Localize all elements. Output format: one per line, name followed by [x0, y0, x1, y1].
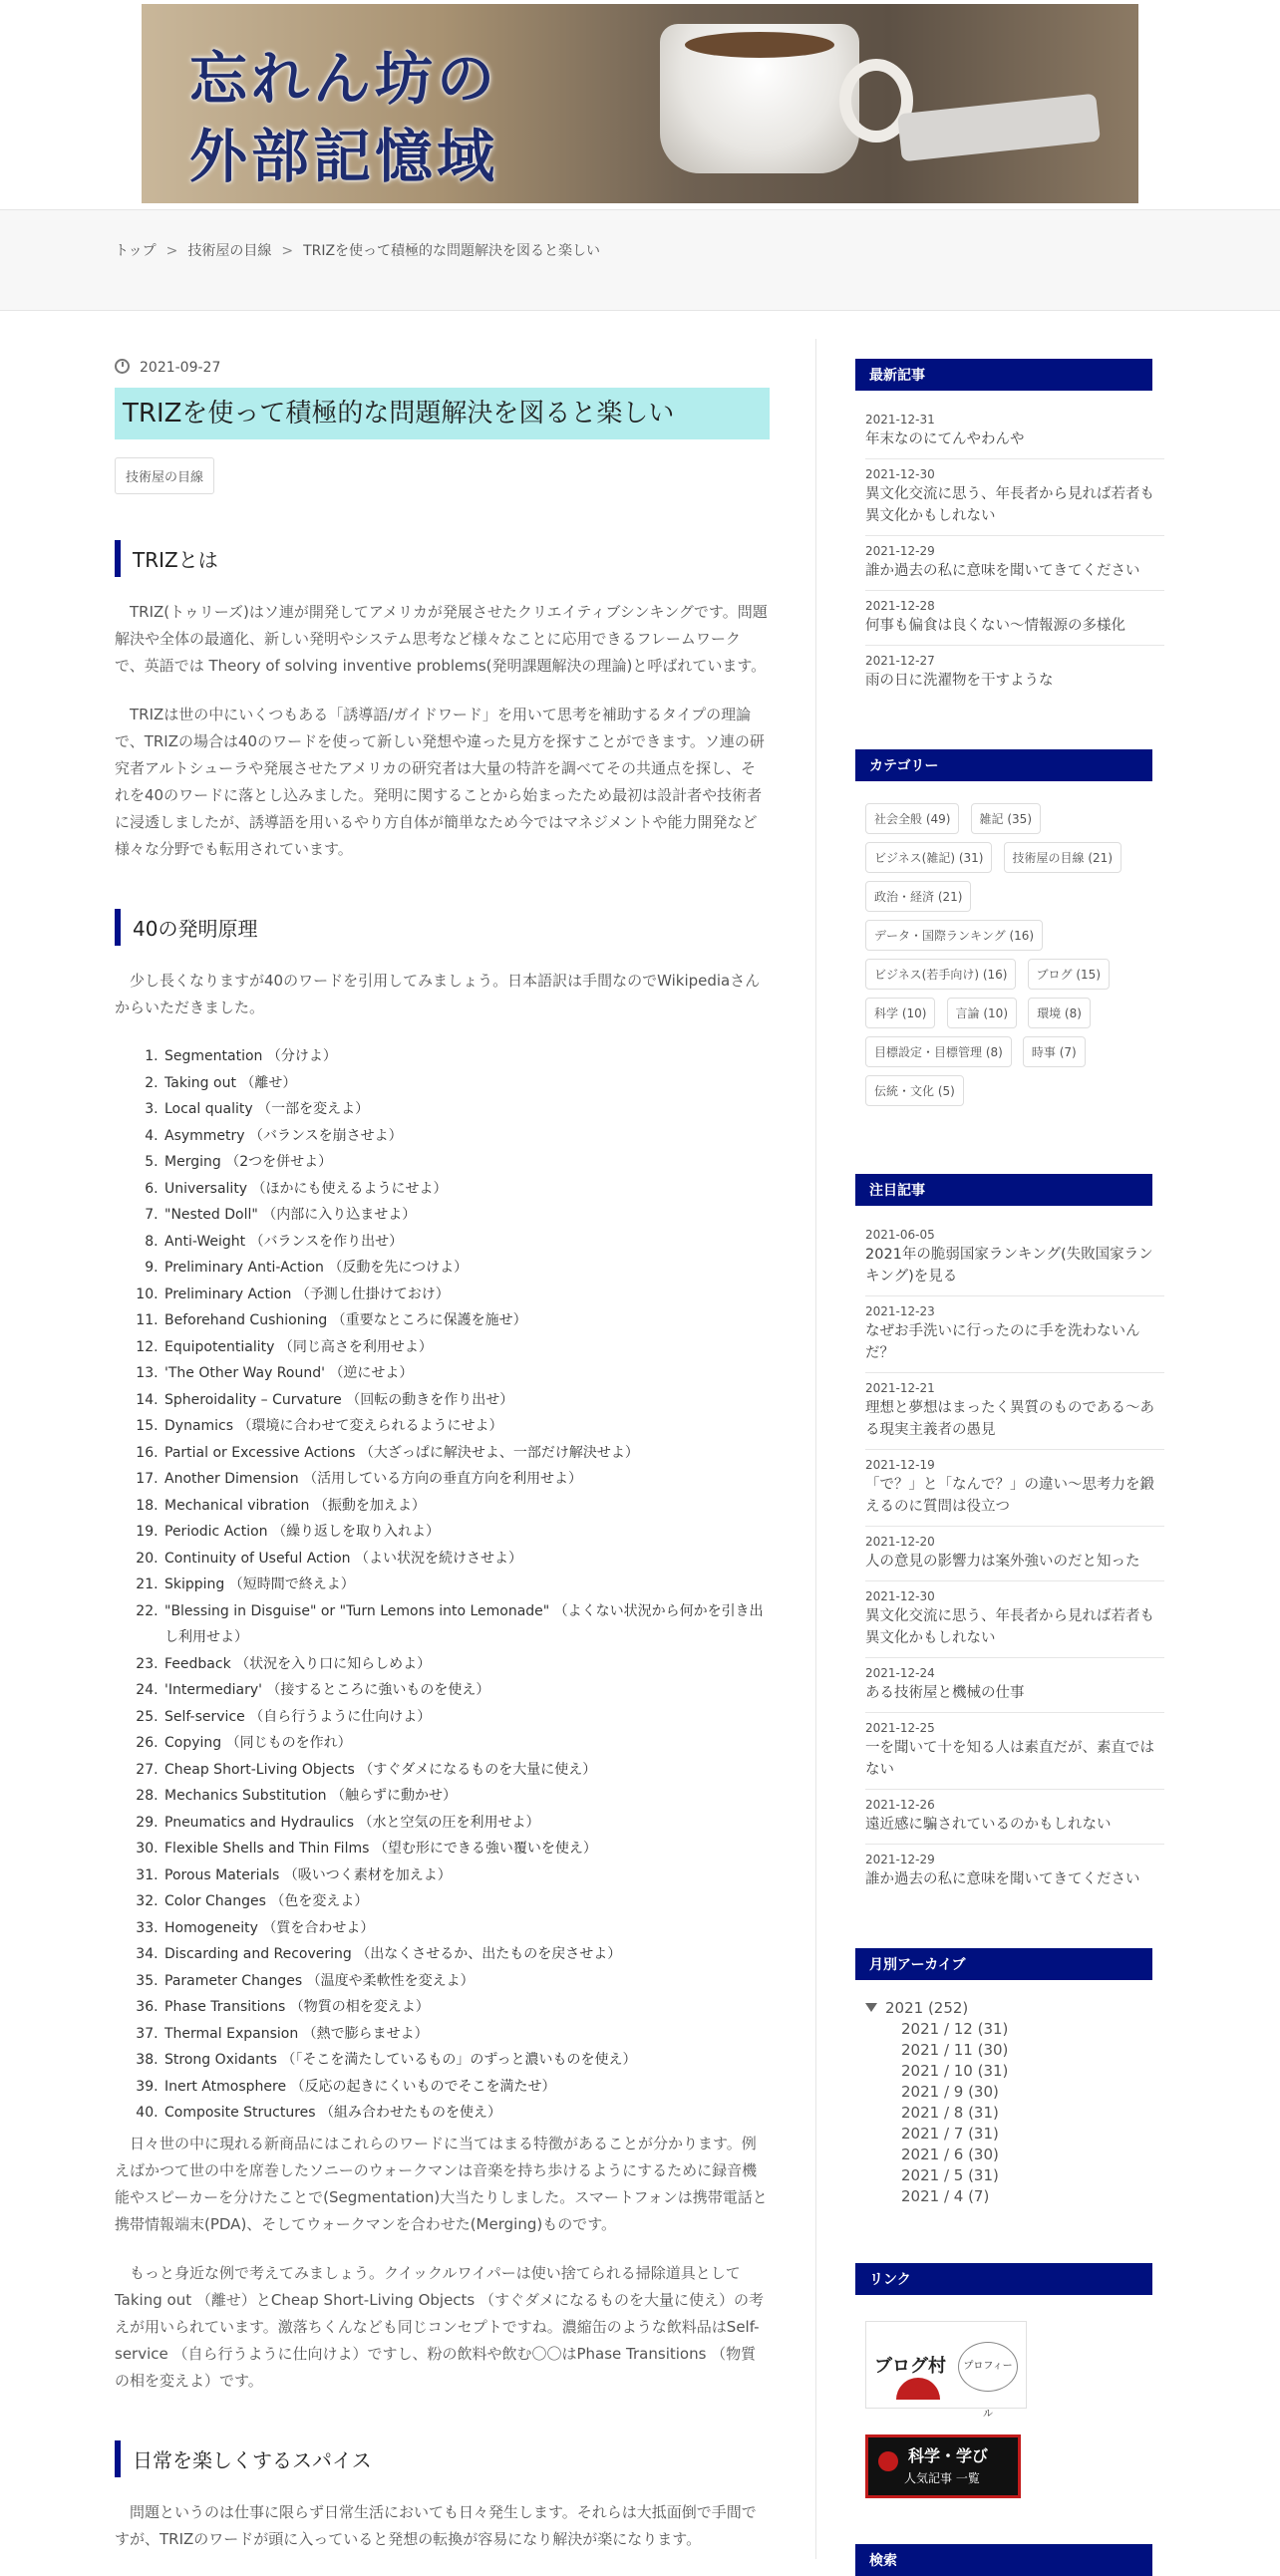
list-item: 12. Equipotentiality （同じ高さを利用せよ）	[162, 1334, 770, 1361]
list-item: 26. Copying （同じものを作れ）	[162, 1730, 770, 1757]
article-link[interactable]: 遠近感に騙されているのかもしれない	[865, 1817, 1112, 1833]
category-tag[interactable]: 言論 (10)	[947, 998, 1017, 1028]
breadcrumb-separator: >	[165, 243, 178, 259]
article-date: 2021-06-05	[865, 1228, 935, 1242]
section-heading-triz: TRIZとは	[115, 540, 770, 577]
article-link[interactable]: 理想と夢想はまったく異質のものである〜ある現実主義者の愚見	[865, 1400, 1154, 1438]
list-item[interactable]	[865, 405, 1164, 459]
article-link[interactable]: 年末なのにてんやわんや	[865, 431, 1025, 447]
list-item: 14. Spheroidality – Curvature （回転の動きを作り出せ）	[162, 1387, 770, 1414]
sun-icon	[896, 2378, 940, 2400]
science-banner-line2: 人気記事 一覧	[904, 2471, 980, 2485]
list-item: 20. Continuity of Useful Action （よい状況を続けさせよ）	[162, 1546, 770, 1573]
site-title-line2: 外部記憶域	[189, 123, 499, 190]
article-date: 2021-12-20	[865, 1535, 935, 1549]
list-item: 39. Inert Atmosphere （反応の起きにくいものでそこを満たせ）	[162, 2074, 770, 2101]
paragraph: 少し長くなりますが40のワードを引用してみましょう。日本語訳は手間なのでWikipediaさんからいただきました。	[115, 972, 761, 1016]
article-date: 2021-12-28	[865, 599, 935, 613]
category-list	[865, 803, 1164, 1114]
list-item[interactable]	[865, 646, 1164, 700]
list-item[interactable]	[865, 1713, 1164, 1790]
list-item: 24. 'Intermediary' （接するところに強いものを使え）	[162, 1677, 770, 1704]
coffee-surface-image	[685, 32, 834, 58]
article-link[interactable]: 誰か過去の私に意味を聞いてきてください	[865, 563, 1140, 579]
list-item: 33. Homogeneity （質を合わせよ）	[162, 1915, 770, 1942]
science-ranking-banner[interactable]	[865, 2434, 1021, 2498]
category-tag[interactable]: 時事 (7)	[1023, 1036, 1086, 1067]
breadcrumb-separator: >	[281, 243, 294, 259]
list-item: 16. Partial or Excessive Actions （大ざっぱに解決せよ、一部だけ解決せよ）	[162, 1440, 770, 1467]
science-banner-line1: 科学・学び	[908, 2446, 989, 2465]
blogmura-label: ブログ村	[874, 2356, 946, 2377]
rose-icon	[878, 2451, 898, 2471]
list-item: 27. Cheap Short-Living Objects （すぐダメになるものを大量に使え）	[162, 1757, 770, 1784]
list-item: 36. Phase Transitions （物質の相を変えよ）	[162, 1994, 770, 2021]
category-tag[interactable]: ビジネス(雑記) (31)	[865, 842, 992, 873]
list-item[interactable]	[865, 1658, 1164, 1713]
list-item: 5. Merging （2つを併せよ）	[162, 1149, 770, 1176]
archive-month-link[interactable]: 2021 / 5 (31)	[901, 2166, 999, 2184]
list-item: 13. 'The Other Way Round' （逆にせよ）	[162, 1360, 770, 1387]
site-title[interactable]	[189, 40, 498, 195]
article-link[interactable]: 雨の日に洗濯物を干すような	[865, 673, 1054, 689]
list-item: 11. Beforehand Cushioning （重要なところに保護を施せ）	[162, 1307, 770, 1334]
article-link[interactable]: 人の意見の影響力は案外強いのだと知った	[865, 1554, 1140, 1570]
post-date	[115, 359, 770, 376]
list-item: 15. Dynamics （環境に合わせて変えられるようにせよ）	[162, 1413, 770, 1440]
article-date: 2021-12-31	[865, 413, 935, 427]
article	[115, 359, 770, 2553]
site-header	[0, 0, 1280, 209]
article-date: 2021-12-29	[865, 1853, 935, 1866]
article-date: 2021-12-30	[865, 467, 935, 481]
archive-month-link[interactable]: 2021 / 4 (7)	[901, 2187, 990, 2205]
article-date: 2021-12-26	[865, 1798, 935, 1812]
archive-month-link[interactable]: 2021 / 7 (31)	[901, 2125, 999, 2143]
article-date: 2021-12-29	[865, 544, 935, 558]
list-item: 35. Parameter Changes （温度や柔軟性を変えよ）	[162, 1968, 770, 1995]
article-date: 2021-12-19	[865, 1458, 935, 1472]
post-date-text: 2021-09-27	[140, 360, 221, 376]
site-title-line1: 忘れん坊の	[189, 45, 499, 113]
list-item: 22. "Blessing in Disguise" or "Turn Lemons into Lemonade" （よくない状況から何かを引き出し利用せよ）	[162, 1598, 770, 1651]
list-item[interactable]	[865, 536, 1164, 591]
category-tag[interactable]: 目標設定・目標管理 (8)	[865, 1036, 1012, 1067]
section-heading-spice: 日常を楽しくするスパイス	[115, 2440, 770, 2477]
list-item: 8. Anti-Weight （バランスを作り出せ）	[162, 1229, 770, 1256]
principles-list	[115, 1043, 770, 2127]
list-item: 10. Preliminary Action （予測し仕掛けておけ）	[162, 1282, 770, 1308]
featured-heading: 注目記事	[855, 1174, 1152, 1206]
list-item: 25. Self-service （自ら行うように仕向けよ）	[162, 1704, 770, 1731]
list-item: 28. Mechanics Substitution （触らずに動かせ）	[162, 1783, 770, 1810]
list-item[interactable]	[865, 1527, 1164, 1581]
category-tag[interactable]: 技術屋の目線 (21)	[1004, 842, 1121, 873]
list-item: 19. Periodic Action （繰り返しを取り入れよ）	[162, 1519, 770, 1546]
breadcrumb	[0, 209, 1280, 311]
article-link[interactable]: 2021年の脆弱国家ランキング(失敗国家ランキング)を見る	[865, 1247, 1153, 1285]
category-tag[interactable]: ビジネス(若手向け) (16)	[865, 959, 1016, 990]
article-link[interactable]: 異文化交流に思う、年長者から見れば若者も異文化かもしれない	[865, 486, 1154, 524]
sidebar	[815, 359, 1166, 2576]
list-item[interactable]	[865, 1220, 1164, 1296]
archive-month-link[interactable]: 2021 / 8 (31)	[901, 2104, 999, 2122]
category-tag[interactable]: 環境 (8)	[1028, 998, 1091, 1028]
list-item: 18. Mechanical vibration （振動を加えよ）	[162, 1493, 770, 1520]
article-date: 2021-12-25	[865, 1721, 935, 1735]
archive-month-link[interactable]: 2021 / 11 (30)	[901, 2041, 1009, 2059]
list-item[interactable]	[865, 1450, 1164, 1527]
article-date: 2021-12-21	[865, 1381, 935, 1395]
list-item: 23. Feedback （状況を入り口に知らしめよ）	[162, 1651, 770, 1678]
clock-icon	[115, 359, 130, 374]
list-item[interactable]	[865, 459, 1164, 536]
list-item: 9. Preliminary Anti-Action （反動を先につけよ）	[162, 1255, 770, 1282]
list-item[interactable]	[865, 1845, 1164, 1898]
archive-month-link[interactable]: 2021 / 6 (30)	[901, 2146, 999, 2163]
paragraph: 問題というのは仕事に限らず日常生活においても日々発生します。それらは大抵面倒で手間ですが、TRIZのワードが頭に入っていると発想の転換が容易になり解決が楽になります。	[115, 2502, 757, 2548]
paragraph: もっと身近な例で考えてみましょう。クイックルワイパーは使い捨てられる掃除道具としてTaking out （離せ）とCheap Short-Living Objects （すぐダメになるものを大量に使え）の考えが用いられています。激落ちくんなども同じコンセプトですね。濃縮缶のような飲料品はSelf-service （自ら行うように仕向けよ）ですし、粉の飲料や飲む〇〇はPhase Transitions （物質の相を変えよ）です。	[115, 2263, 765, 2390]
archive-month-link[interactable]: 2021 / 9 (30)	[901, 2083, 999, 2101]
list-item: 40. Composite Structures （組み合わせたものを使え）	[162, 2100, 770, 2127]
links-heading: リンク	[855, 2263, 1152, 2295]
category-tag[interactable]: 伝統・文化 (5)	[865, 1075, 964, 1106]
paragraph: TRIZ(トゥリーズ)はソ連が開発してアメリカが発展させたクリエイティブシンキングです。問題解決や全体の最適化、新しい発明やシステム思考など様々なことに応用できるフレームワークで、英語では Theory of solving inventive problems(発明課題解決の理論)と呼ばれています。	[115, 603, 768, 675]
list-item[interactable]	[865, 591, 1164, 646]
category-tag[interactable]: ブログ (15)	[1028, 959, 1110, 990]
post-category-tag[interactable]: 技術屋の目線	[115, 457, 214, 494]
list-item: 29. Pneumatics and Hydraulics （水と空気の圧を利用せよ）	[162, 1810, 770, 1837]
list-item: 38. Strong Oxidants （「そこを満たしているもの」のずっと濃いものを使え）	[162, 2047, 770, 2074]
list-item[interactable]	[865, 1790, 1164, 1845]
post-title: TRIZを使って積極的な問題解決を図ると楽しい	[115, 388, 770, 439]
archive-month-link[interactable]: 2021 / 10 (31)	[901, 2062, 1009, 2080]
archive-heading: 月別アーカイブ	[855, 1948, 1152, 1980]
archive-year-label[interactable]: 2021 (252)	[885, 1999, 969, 2017]
list-item: 34. Discarding and Recovering （出なくさせるか、出たものを戻させよ）	[162, 1941, 770, 1968]
list-item: 6. Universality （ほかにも使えるようにせよ）	[162, 1176, 770, 1203]
archive-list	[865, 1998, 1166, 2207]
category-tag[interactable]: データ・国際ランキング (16)	[865, 920, 1043, 951]
list-item: 4. Asymmetry （バランスを崩させよ）	[162, 1123, 770, 1150]
list-item: 2. Taking out （離せ）	[162, 1070, 770, 1097]
paragraph: 日々世の中に現れる新商品にはこれらのワードに当てはまる特徴があることが分かります。例えばかつて世の中を席巻したソニーのウォークマンは音楽を持ち歩けるようにするために録音機能やスピーカーを分けたことで(Segmentation)大当たりしました。スマートフォンは携帯電話と携帯情報端末(PDA)、そしてウォークマンを合わせた(Merging)ものです。	[115, 2134, 768, 2233]
article-date: 2021-12-23	[865, 1304, 935, 1318]
list-item: 32. Color Changes （色を変えよ）	[162, 1888, 770, 1915]
triangle-down-icon[interactable]	[865, 2003, 877, 2012]
latest-list	[865, 405, 1164, 700]
list-item[interactable]	[865, 1296, 1164, 1373]
article-link[interactable]: ある技術屋と機械の仕事	[865, 1685, 1025, 1701]
article-link[interactable]: なぜお手洗いに行ったのに手を洗わないんだ？	[865, 1323, 1140, 1361]
list-item: 17. Another Dimension （活用している方向の垂直方向を利用せよ）	[162, 1466, 770, 1493]
blogmura-banner[interactable]	[865, 2321, 1027, 2420]
featured-list	[865, 1220, 1164, 1898]
list-item: 31. Porous Materials （吸いつく素材を加えよ）	[162, 1862, 770, 1889]
list-item: 1. Segmentation （分けよ）	[162, 1043, 770, 1070]
profile-badge: プロフィール	[958, 2342, 1018, 2392]
list-item: 3. Local quality （一部を変えよ）	[162, 1096, 770, 1123]
category-tag[interactable]: 社会全般 (49)	[865, 803, 959, 834]
archive-month-link[interactable]: 2021 / 12 (31)	[901, 2020, 1009, 2038]
list-item: 7. "Nested Doll" （内部に入り込ませよ）	[162, 1202, 770, 1229]
category-tag[interactable]: 政治・経済 (21)	[865, 881, 971, 912]
links-section	[865, 2321, 1166, 2498]
breadcrumb-top[interactable]: トップ	[115, 243, 157, 259]
breadcrumb-category[interactable]: 技術屋の目線	[187, 243, 272, 259]
breadcrumb-current: TRIZを使って積極的な問題解決を図ると楽しい	[303, 243, 601, 259]
list-item[interactable]	[865, 1373, 1164, 1450]
category-tag[interactable]: 雑記 (35)	[971, 803, 1041, 834]
category-heading: カテゴリー	[855, 749, 1152, 781]
paragraph: TRIZは世の中にいくつもある「誘導語/ガイドワード」を用いて思考を補助するタイプの理論で、TRIZの場合は40のワードを使って新しい発想や違った見方を探すことができます。ソ連の研究者アルトシューラや発展させたアメリカの研究者は大量の特許を調べてその共通点を探し、それを40のワードに落とし込みました。発明に関することから始まったため最初は設計者や技術者に浸透しましたが、誘導語を用いるやり方自体が簡単なため今ではマネジメントや能力開発など様々な分野でも転用されています。	[115, 706, 765, 858]
article-link[interactable]: 異文化交流に思う、年長者から見れば若者も異文化かもしれない	[865, 1608, 1154, 1646]
search-heading: 検索	[855, 2544, 1152, 2576]
list-item: 30. Flexible Shells and Thin Films （望む形にできる強い覆いを使え）	[162, 1836, 770, 1862]
article-date: 2021-12-27	[865, 654, 935, 668]
article-date: 2021-12-30	[865, 1589, 935, 1603]
article-link[interactable]: 「で？」と「なんで？」の違い〜思考力を鍛えるのに質問は役立つ	[865, 1477, 1154, 1515]
section-heading-40-principles: 40の発明原理	[115, 909, 770, 946]
article-link[interactable]: 一を聞いて十を知る人は素直だが、素直ではない	[865, 1740, 1154, 1778]
article-link[interactable]: 何事も偏食は良くない〜情報源の多様化	[865, 618, 1125, 634]
list-item[interactable]	[865, 1581, 1164, 1658]
list-item: 21. Skipping （短時間で終えよ）	[162, 1572, 770, 1598]
category-tag[interactable]: 科学 (10)	[865, 998, 935, 1028]
archive-year[interactable]	[865, 1998, 1166, 2019]
article-date: 2021-12-24	[865, 1666, 935, 1680]
phone-image	[897, 94, 1101, 162]
list-item: 37. Thermal Expansion （熱で膨らませよ）	[162, 2021, 770, 2048]
header-banner[interactable]	[142, 4, 1138, 203]
latest-heading: 最新記事	[855, 359, 1152, 391]
article-link[interactable]: 誰か過去の私に意味を聞いてきてください	[865, 1871, 1140, 1887]
